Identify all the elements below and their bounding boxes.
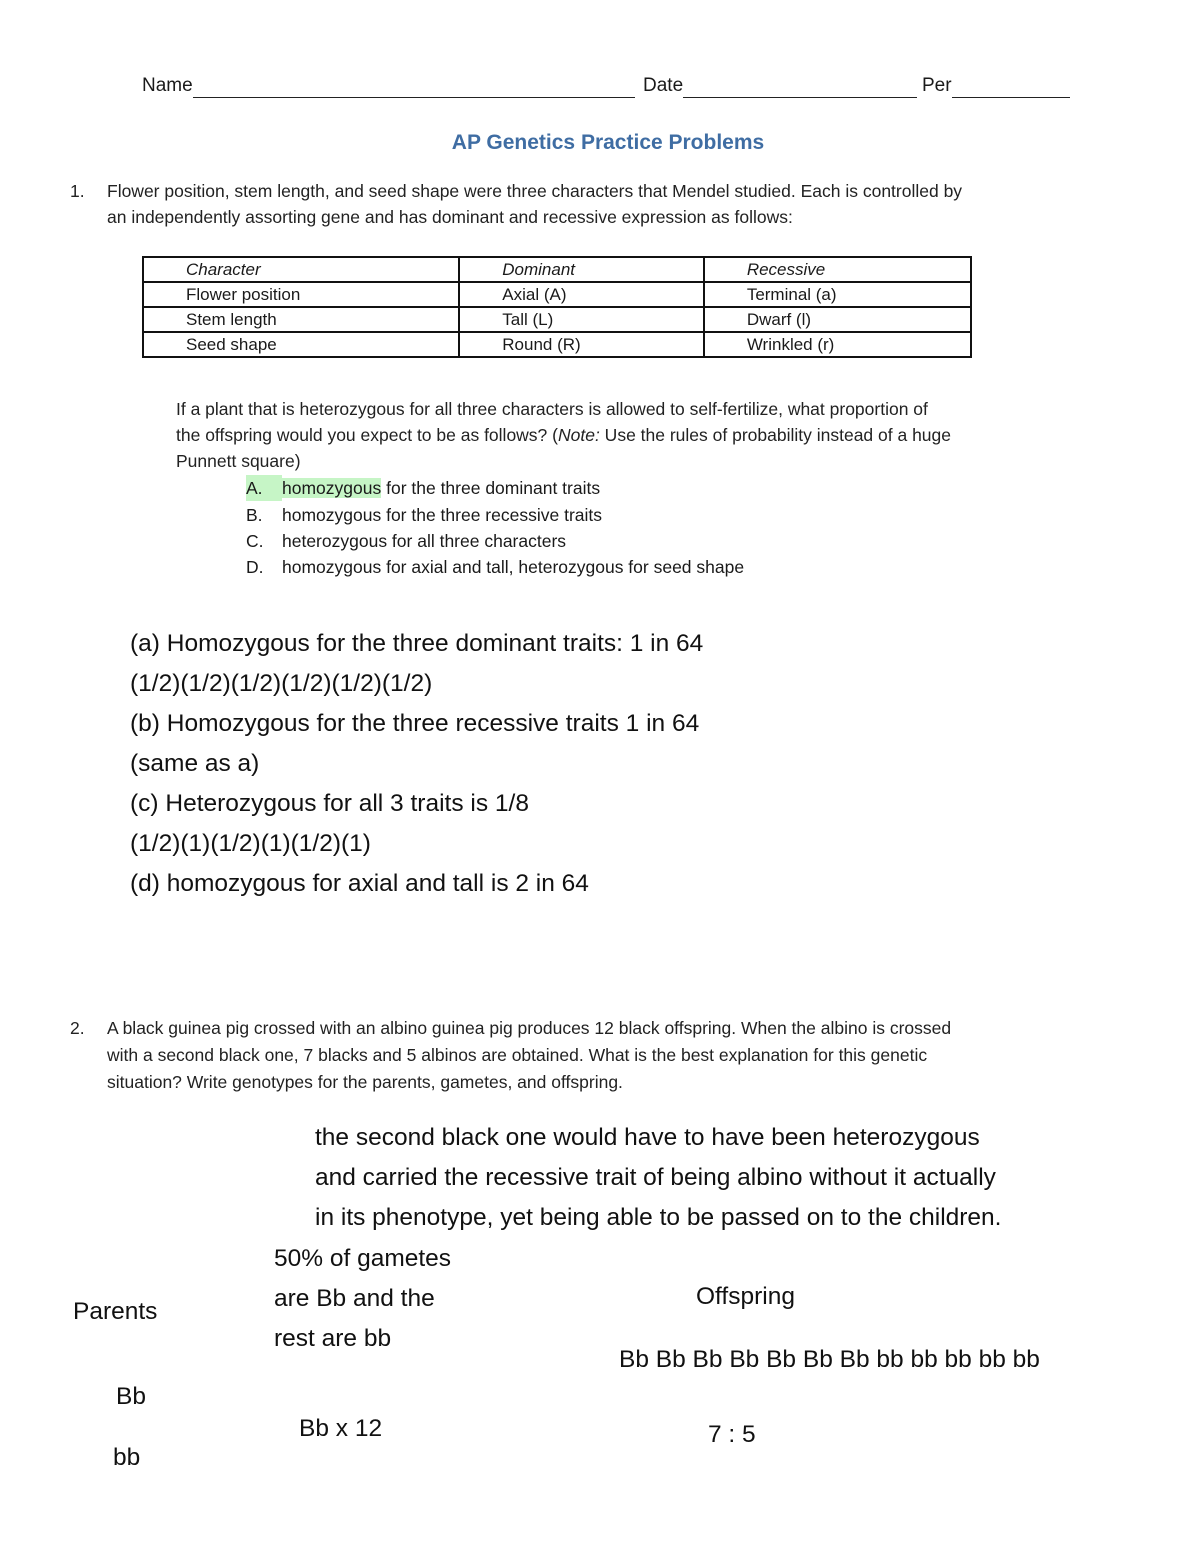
option-d bbox=[246, 554, 744, 580]
date-label: Date bbox=[643, 75, 684, 96]
name-field[interactable] bbox=[142, 74, 635, 98]
table-header-cell: Dominant bbox=[459, 257, 704, 282]
table-cell: Tall (L) bbox=[459, 307, 704, 332]
table-cell: Flower position bbox=[143, 282, 459, 307]
question-1-answers bbox=[130, 624, 703, 904]
gametes-line: rest are bb bbox=[274, 1325, 392, 1352]
table-cell: Stem length bbox=[143, 307, 459, 332]
question-2-line: situation? Write genotypes for the parents, gametes, and offspring. bbox=[107, 1072, 623, 1092]
gametes-text bbox=[274, 1239, 451, 1359]
option-highlight: homozygous bbox=[282, 478, 382, 498]
option-label: A. bbox=[246, 475, 282, 501]
gametes-line: 50% of gametes bbox=[274, 1245, 452, 1272]
question-2-answer bbox=[315, 1118, 1001, 1238]
table-row bbox=[143, 332, 971, 357]
option-a bbox=[246, 475, 600, 501]
question-1-text-line1: Flower position, stem length, and seed shape were three characters that Mendel studied. Each is controlled by bbox=[107, 181, 963, 201]
prompt-line-1: If a plant that is heterozygous for all three characters is allowed to self-fertilize, what proportion of bbox=[176, 399, 928, 419]
question-1-prompt bbox=[176, 396, 1176, 474]
answer-line: (1/2)(1)(1/2)(1)(1/2)(1) bbox=[130, 830, 371, 857]
prompt-line-3: Punnett square) bbox=[176, 451, 301, 471]
table-row bbox=[143, 282, 971, 307]
prompt-line-2-start: the offspring would you expect to be as follows? ( bbox=[176, 425, 558, 445]
table-cell: Axial (A) bbox=[459, 282, 704, 307]
option-text: homozygous for the three recessive traits bbox=[282, 505, 603, 525]
answer-line: (b) Homozygous for the three recessive traits 1 in 64 bbox=[130, 710, 700, 737]
period-field[interactable] bbox=[922, 74, 1070, 98]
answer-line: (1/2)(1/2)(1/2)(1/2)(1/2)(1/2) bbox=[130, 670, 433, 697]
answer-line: (d) homozygous for axial and tall is 2 in 64 bbox=[130, 870, 589, 897]
table-cell: Seed shape bbox=[143, 332, 459, 357]
table-header-cell: Character bbox=[143, 257, 459, 282]
option-text: for the three dominant traits bbox=[381, 478, 601, 498]
table-cell: Wrinkled (r) bbox=[704, 332, 971, 357]
offspring-genotypes: Bb Bb Bb Bb Bb Bb Bb bb bb bb bb bb bbox=[619, 1346, 1040, 1373]
offspring-label: Offspring bbox=[696, 1283, 795, 1310]
option-text: homozygous for axial and tall, heterozygous for seed shape bbox=[282, 557, 745, 577]
option-c bbox=[246, 528, 566, 554]
question-1-text-line2: an independently assorting gene and has dominant and recessive expression as follows: bbox=[107, 207, 793, 227]
answer-line: the second black one would have to have been heterozygous bbox=[315, 1124, 980, 1151]
question-2-line: with a second black one, 7 blacks and 5 albinos are obtained. What is the best explanation for this genetic bbox=[107, 1045, 928, 1065]
answer-line: (same as a) bbox=[130, 750, 260, 777]
traits-table bbox=[142, 256, 972, 358]
question-2-line: A black guinea pig crossed with an albino guinea pig produces 12 black offspring. When the albino is crossed bbox=[107, 1018, 952, 1038]
answer-line: (a) Homozygous for the three dominant traits: 1 in 64 bbox=[130, 630, 704, 657]
date-field[interactable] bbox=[643, 74, 917, 98]
answer-line: in its phenotype, yet being able to be passed on to the children. bbox=[315, 1204, 1002, 1231]
question-2-number: 2. bbox=[70, 1018, 85, 1038]
name-blank[interactable] bbox=[193, 77, 635, 98]
parent-1-genotype: Bb bbox=[116, 1383, 146, 1410]
prompt-line-2 bbox=[176, 422, 1176, 448]
date-blank[interactable] bbox=[683, 77, 917, 98]
question-1-number: 1. bbox=[70, 181, 85, 201]
table-cell: Terminal (a) bbox=[704, 282, 971, 307]
gametes-cross: Bb x 12 bbox=[299, 1415, 383, 1442]
table-cell: Round (R) bbox=[459, 332, 704, 357]
option-text: heterozygous for all three characters bbox=[282, 531, 567, 551]
table-row bbox=[143, 307, 971, 332]
option-label: B. bbox=[246, 505, 263, 525]
parents-label: Parents bbox=[73, 1298, 158, 1325]
period-blank[interactable] bbox=[952, 77, 1070, 98]
answer-line: (c) Heterozygous for all 3 traits is 1/8 bbox=[130, 790, 529, 817]
page-title: AP Genetics Practice Problems bbox=[451, 131, 765, 154]
parent-2-genotype: bb bbox=[113, 1444, 141, 1471]
name-label: Name bbox=[142, 75, 193, 96]
option-label: D. bbox=[246, 557, 264, 577]
gametes-line: are Bb and the bbox=[274, 1285, 435, 1312]
prompt-note: Note: bbox=[557, 425, 600, 445]
answer-line: and carried the recessive trait of being albino without it actually bbox=[315, 1164, 996, 1191]
period-label: Per bbox=[922, 75, 952, 96]
table-header-row bbox=[143, 257, 971, 282]
table-header-cell: Recessive bbox=[704, 257, 971, 282]
offspring-ratio: 7 : 5 bbox=[708, 1421, 756, 1448]
option-b bbox=[246, 502, 602, 528]
table-cell: Dwarf (l) bbox=[704, 307, 971, 332]
option-label: C. bbox=[246, 531, 264, 551]
prompt-line-2-end: Use the rules of probability instead of a huge bbox=[599, 425, 952, 445]
